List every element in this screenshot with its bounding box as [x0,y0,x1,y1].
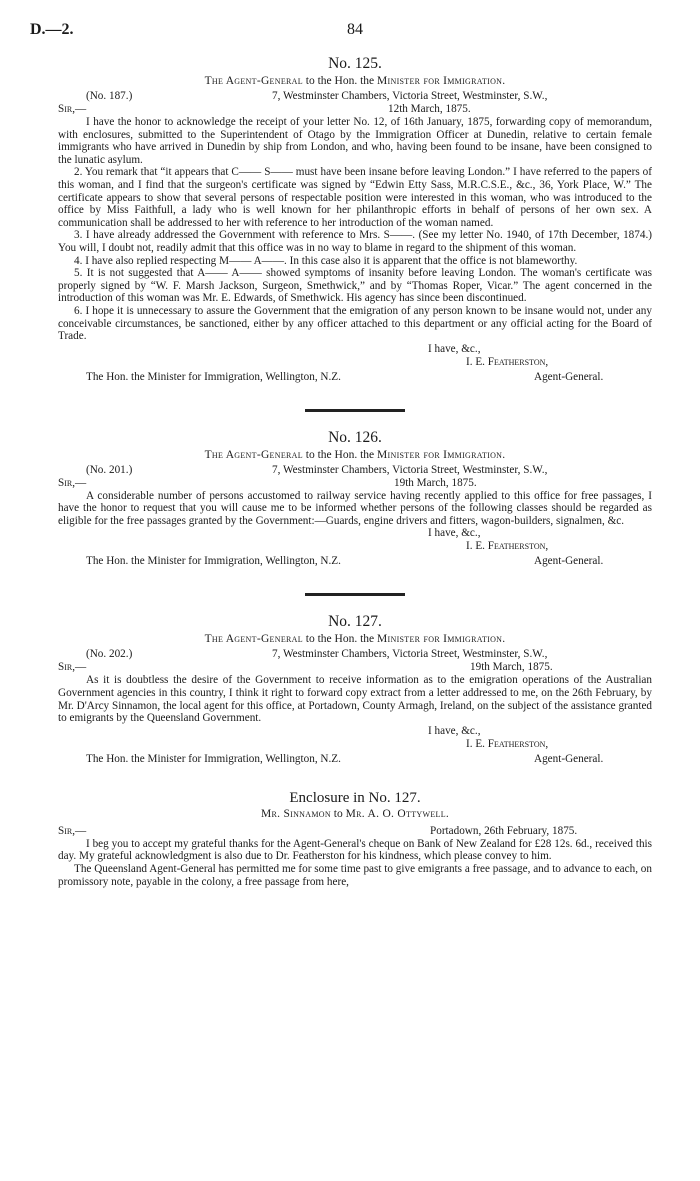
letter-127 [58,612,652,766]
signature: I. E. Featherston, [466,737,549,750]
signature: I. E. Featherston, [466,355,549,368]
letter-date: 19th March, 1875. [470,661,553,674]
salutation-row [58,477,652,490]
sender-address: 7, Westminster Chambers, Victoria Street, Westminster, S.W., [272,90,548,102]
signer-title: Agent-General. [534,370,604,383]
paragraph: 3. I have already addressed the Government with reference to Mrs. S——. (See my letter No. 1940, of 17th December, 1874.) You will, I doubt not, readily admit that this office was in no way to blame in regard to the shipment of this woman. [58,229,652,254]
paragraph: A considerable number of persons accustomed to railway service having recently applied to this office for free passages, I have the honor to request that you will cause me to be informed whether persons of the following classes should be regarded as eligible for the free passages granted by the Government:—Guards, engine drivers and fitters, wagon-builders, signalmen, &c. [58,489,652,527]
section-divider [305,409,405,412]
closing: I have, &c., [428,724,481,737]
enclosure-to: Mr. A. O. Ottywell. [345,807,450,820]
enclosure-title: Enclosure in No. 127. [289,789,421,806]
salutation-row [58,825,652,838]
sender-address: 7, Westminster Chambers, Victoria Street, Westminster, S.W., [272,463,548,476]
closing-row [58,343,652,356]
letter-number: No. 126. [328,428,382,446]
heading-mid: to the Hon. the [305,75,375,87]
heading-from: The Agent-General [204,633,303,646]
letter-heading [58,632,652,646]
signature-row [58,540,652,553]
letter-heading [58,448,652,462]
addressee: The Hon. the Minister for Immigration, Wellington, N.Z. [86,752,341,765]
closing-row [58,725,652,738]
place-date: Portadown, 26th February, 1875. [430,824,578,837]
enclosure [58,789,652,888]
letter-ref-no: (No. 187.) [86,90,133,102]
paragraph: As it is doubtless the desire of the Government to receive information as to the emigration operations of the Australian Government agencies in this country, I think it right to forward copy extract from a letter addressed to me, on the 26th February, by Mr. D'Arcy Sinnamon, the local agent for this office, at Portadown, County Armagh, Ireland, on the subject of the assistance granted to emigrants by the Queensland Government. [58,674,652,725]
document-reference: D.—2. [30,21,74,38]
salutation-row [58,661,652,674]
salutation: Sir,— [58,824,87,837]
addressee-row [58,555,652,569]
section-divider [305,593,405,596]
heading-to: Minister for Immigration. [377,633,506,646]
letter-number: No. 127. [328,613,382,631]
paragraph: I have the honor to acknowledge the receipt of your letter No. 12, of 16th January, 1875, forwarding copy of memorandum, with enclosures, submitted to the Superintendent of Otago by the Immigration Officer at Dunedin, relative to certain female immigrants who have arrived in Dunedin by ship from London, and who, having been found to be insane, have been consigned to the lunatic asylum. [58,116,652,166]
salutation: Sir,— [58,476,87,489]
letter-ref-no: (No. 201.) [86,463,133,476]
addressee-row [58,753,652,767]
page-number: 84 [347,21,363,38]
addressee: The Hon. the Minister for Immigration, Wellington, N.Z. [86,555,341,568]
page-header [30,20,652,50]
meta-row [58,90,652,103]
paragraph: 2. You remark that “it appears that C—— S—— must have been insane before leaving London.” I have referred to the papers of this woman, and I find that the surgeon's certificate was signed by “Edwin Etty Sass, M.R.C.S.E., &c., 36, York Place, W.” The certificate appears to show that several persons of respectable position were interested in this woman, who was introduced to the office by Miss Faithfull, a lady who is well known for her philanthropic efforts in behalf of persons of her own sex. A communication shall be addressed to her with reference to her introduction of the woman named. [58,166,652,229]
closing-row [58,527,652,540]
closing: I have, &c., [428,342,481,355]
letter-heading [58,74,652,88]
letter-126 [58,428,652,570]
paragraph: The Queensland Agent-General has permitted me for some time past to give emigrants a free passage, and to advance to each, on promissory note, payable in the colony, a free passage from here, [58,863,652,888]
enclosure-mid: to [333,807,343,820]
letter-ref-no: (No. 202.) [86,648,133,661]
letter-125 [58,54,652,385]
signer-title: Agent-General. [534,555,604,568]
signature-row [58,356,652,369]
letter-number: No. 125. [328,55,382,72]
heading-from: The Agent-General [204,448,303,461]
closing: I have, &c., [428,527,481,540]
salutation: Sir,— [58,103,87,115]
signer-title: Agent-General. [534,752,604,765]
paragraph: 4. I have also replied respecting M—— A——. In this case also it is apparent that the office is not blameworthy. [74,254,578,267]
enclosure-heading [58,807,652,821]
heading-to: Minister for Immigration. [377,448,506,461]
meta-row [58,648,652,661]
heading-from: The Agent-General [204,75,303,87]
addressee: The Hon. the Minister for Immigration, Wellington, N.Z. [86,370,341,383]
signature-row [58,738,652,751]
addressee-row [58,371,652,385]
paragraph: 5. It is not suggested that A—— A—— showed symptoms of insanity before leaving London. The woman's certificate was properly signed by “W. F. Marsh Jackson, Surgeon, Smethwick,” and by “Thomas Roper, Vicar.” The agent concerned in the introduction of this woman was Mr. E. Edwards, of Smethwick. His agency has since been discontinued. [58,267,652,305]
salutation: Sir,— [58,661,87,674]
salutation-row [58,103,652,116]
heading-to: Minister for Immigration. [377,75,506,87]
enclosure-from: Mr. Sinnamon [260,807,331,820]
meta-row [58,464,652,477]
paragraph: 6. I hope it is unnecessary to assure the Government that the emigration of any person known to be insane would not, under any conceivable circumstances, be sanctioned, either by any officer attached to this department or any official acting for the Board of Trade. [58,304,652,343]
letter-date: 19th March, 1875. [394,476,477,489]
heading-mid: to the Hon. the [305,633,375,646]
signature: I. E. Featherston, [466,540,549,553]
paragraph: I beg you to accept my grateful thanks for the Agent-General's cheque on Bank of New Zealand for £28 12s. 6d., received this day. My grateful acknowledgment is also due to Dr. Featherston for his kindness, which please convey to him. [58,837,652,863]
sender-address: 7, Westminster Chambers, Victoria Street, Westminster, S.W., [272,648,548,661]
letter-date: 12th March, 1875. [388,103,471,115]
heading-mid: to the Hon. the [305,448,375,461]
